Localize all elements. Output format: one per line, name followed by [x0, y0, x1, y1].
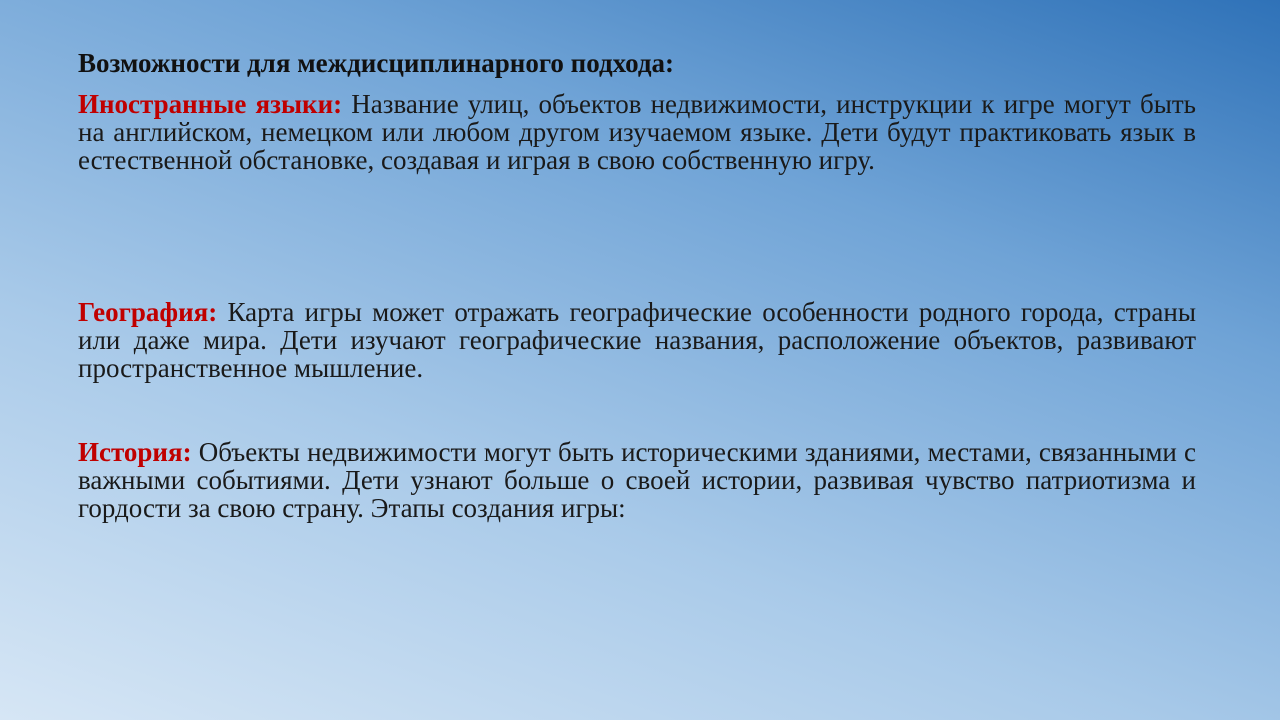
section-history: [78, 438, 1196, 522]
section-term-foreign-languages: Иностранные языки:: [78, 89, 343, 119]
section-term-geography: География:: [78, 297, 218, 327]
section-text-geography: Карта игры может отражать географические особенности родного города, страны или даже мира. Дети изучают географические названия, расположение объектов, развивают пространственное мышление.: [78, 297, 1196, 383]
section-geography: [78, 298, 1196, 382]
slide-heading: Возможности для междисциплинарного подхода:: [78, 48, 674, 78]
section-text-foreign-languages: Название улиц, объектов недвижимости, инструкции к игре могут быть на английском, немецком или любом другом изучаемом языке. Дети будут практиковать язык в естественной обстановке, создавая и играя в свою собственную игру.: [78, 89, 1196, 175]
section-text-history: Объекты недвижимости могут быть историческими зданиями, местами, связанными с важными событиями. Дети узнают больше о своей истории, развивая чувство патриотизма и гордости за свою страну. Этапы создания игры:: [78, 437, 1196, 523]
section-foreign-languages: [78, 90, 1196, 174]
section-term-history: История:: [78, 437, 192, 467]
